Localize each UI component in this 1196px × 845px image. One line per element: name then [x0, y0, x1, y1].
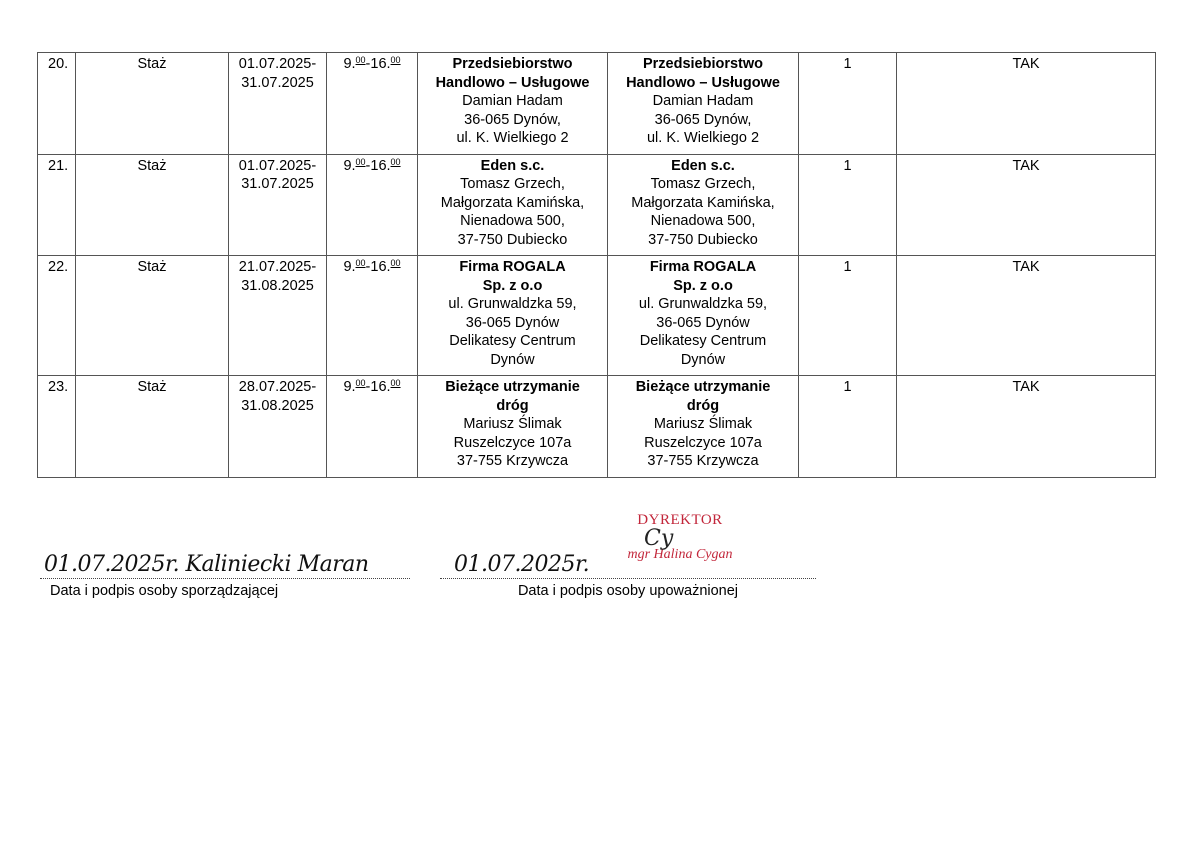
confirmation-text: TAK — [1012, 56, 1040, 72]
hours-start: 9. — [343, 56, 356, 72]
table-row — [38, 53, 1156, 155]
address-line: Ruszelczyce 107a — [644, 434, 762, 451]
employer-details — [418, 154, 608, 256]
company-name-line: dróg — [496, 397, 529, 414]
address-line: ul. K. Wielkiego 2 — [646, 130, 760, 146]
company-name-line: Firma ROGALA — [459, 259, 566, 275]
work-hours — [327, 154, 418, 256]
row-number-text: 22. — [48, 259, 69, 275]
workplace-details — [608, 376, 799, 478]
signature-caption: Data i podpis osoby upoważnionej — [517, 583, 739, 599]
place-count — [799, 256, 897, 376]
address-line: 36-065 Dynów, — [654, 111, 752, 128]
table-row — [38, 256, 1156, 376]
place-count — [799, 53, 897, 155]
address-line: Tomasz Grzech, — [460, 176, 565, 192]
address-line: Delikatesy Centrum — [449, 333, 576, 349]
company-name-line: Handlowo – Usługowe — [626, 74, 780, 91]
place-count-text: 1 — [843, 56, 852, 72]
date-range — [229, 376, 327, 478]
address-line: Delikatesy Centrum — [639, 333, 767, 349]
date-to: 31.08.2025 — [241, 277, 314, 294]
row-number — [38, 376, 76, 478]
work-hours — [327, 376, 418, 478]
place-count-text: 1 — [843, 157, 852, 174]
company-name-line: Handlowo – Usługowe — [435, 74, 590, 91]
hours-end-minutes: 00 — [390, 378, 401, 388]
row-number-text: 21. — [48, 157, 69, 174]
company-name-line: dróg — [686, 397, 720, 414]
hours-start: 9. — [343, 259, 356, 275]
table-row — [38, 154, 1156, 256]
address-line: 36-065 Dynów — [465, 314, 560, 331]
hours-start-minutes: 00 — [355, 258, 366, 268]
place-count-text: 1 — [843, 259, 852, 275]
confirmation-text: TAK — [1012, 259, 1040, 275]
form-type — [76, 53, 229, 155]
address-line: 37-755 Krzywcza — [647, 453, 759, 469]
director-stamp — [600, 512, 760, 563]
company-name-line: Sp. z o.o — [482, 277, 543, 294]
address-line: Mariusz Ślimak — [653, 416, 753, 432]
confirmation — [897, 376, 1156, 478]
address-line: ul. K. Wielkiego 2 — [456, 130, 569, 146]
hours-start: 9. — [343, 157, 356, 174]
hours-end-minutes: 00 — [390, 258, 401, 268]
hours-separator: -16. — [365, 157, 391, 174]
employer-details — [418, 256, 608, 376]
work-hours — [327, 256, 418, 376]
place-count-text: 1 — [843, 379, 852, 395]
address-line: 37-755 Krzywcza — [456, 453, 569, 469]
confirmation-text: TAK — [1012, 157, 1040, 174]
date-from: 01.07.2025- — [238, 157, 317, 174]
company-name-line: Bieżące utrzymanie — [445, 379, 580, 395]
address-line: ul. Grunwaldzka 59, — [638, 296, 768, 312]
place-count — [799, 154, 897, 256]
form-type-text: Staż — [137, 379, 167, 395]
date-range — [229, 256, 327, 376]
form-type-text: Staż — [137, 157, 167, 174]
address-line: Tomasz Grzech, — [650, 176, 756, 192]
handwritten-date-signature: 01.07.2025r. Kaliniecki Maran — [44, 552, 369, 577]
company-name-line: Przedsiebiorstwo — [452, 56, 573, 72]
confirmation-text: TAK — [1012, 379, 1040, 395]
company-name-line: Sp. z o.o — [673, 277, 733, 294]
date-range — [229, 154, 327, 256]
address-line: Damian Hadam — [652, 93, 754, 109]
signature-caption: Data i podpis osoby sporządzającej — [50, 583, 279, 599]
date-from: 21.07.2025- — [238, 259, 317, 275]
form-type-text: Staż — [137, 259, 167, 275]
work-hours — [327, 53, 418, 155]
row-number — [38, 53, 76, 155]
hours-end-minutes: 00 — [390, 156, 401, 167]
company-name-line: Przedsiebiorstwo — [642, 56, 764, 72]
address-line: Małgorzata Kamińska, — [440, 194, 585, 211]
address-line: 36-065 Dynów, — [464, 111, 561, 128]
company-name-line: Eden s.c. — [671, 157, 735, 174]
company-name-line: Firma ROGALA — [649, 259, 757, 275]
row-number — [38, 154, 76, 256]
hours-start: 9. — [343, 379, 356, 395]
address-line: Damian Hadam — [462, 93, 563, 109]
employer-details — [418, 53, 608, 155]
address-line: Dynów — [680, 351, 726, 368]
hours-separator: -16. — [365, 259, 391, 275]
address-line: Ruszelczyce 107a — [453, 434, 572, 451]
date-from: 28.07.2025- — [238, 379, 317, 395]
form-type — [76, 376, 229, 478]
row-number — [38, 256, 76, 376]
confirmation — [897, 154, 1156, 256]
hours-separator: -16. — [365, 379, 391, 395]
signature-block-preparer — [40, 552, 410, 599]
hours-start-minutes: 00 — [355, 378, 366, 388]
form-type — [76, 256, 229, 376]
company-name-line: Eden s.c. — [480, 157, 545, 174]
employer-details — [418, 376, 608, 478]
stamp-handwritten-mark: Cy — [644, 526, 674, 551]
workplace-details — [608, 154, 799, 256]
hours-start-minutes: 00 — [355, 156, 366, 167]
workplace-details — [608, 256, 799, 376]
date-range — [229, 53, 327, 155]
workplace-details — [608, 53, 799, 155]
address-line: Małgorzata Kamińska, — [631, 194, 775, 211]
hours-separator: -16. — [365, 56, 391, 72]
stamp-name: mgr Halina Cygan — [627, 547, 733, 562]
date-to: 31.07.2025 — [241, 74, 314, 91]
confirmation — [897, 53, 1156, 155]
date-to: 31.08.2025 — [241, 397, 314, 414]
place-count — [799, 376, 897, 478]
row-number-text: 23. — [48, 379, 69, 395]
handwritten-date: 01.07.2025r. — [454, 552, 590, 577]
address-line: Mariusz Ślimak — [463, 416, 562, 432]
internship-table — [37, 52, 1156, 478]
form-type-text: Staż — [137, 56, 167, 72]
form-type — [76, 154, 229, 256]
company-name-line: Bieżące utrzymanie — [635, 379, 771, 395]
table-row — [38, 376, 1156, 478]
date-from: 01.07.2025- — [238, 56, 317, 72]
address-line: 36-065 Dynów — [656, 314, 750, 331]
address-line: Nienadowa 500, — [460, 213, 565, 229]
address-line: 37-750 Dubiecko — [648, 231, 758, 248]
address-line: ul. Grunwaldzka 59, — [448, 296, 577, 312]
address-line: 37-750 Dubiecko — [457, 231, 568, 248]
hours-end-minutes: 00 — [390, 55, 401, 65]
signature-line — [40, 552, 410, 579]
confirmation — [897, 256, 1156, 376]
date-to: 31.07.2025 — [241, 176, 314, 192]
address-line: Dynów — [490, 351, 535, 368]
address-line: Nienadowa 500, — [650, 213, 756, 229]
row-number-text: 20. — [48, 56, 69, 72]
stamp-title: DYREKTOR — [637, 512, 723, 528]
hours-start-minutes: 00 — [355, 55, 366, 65]
